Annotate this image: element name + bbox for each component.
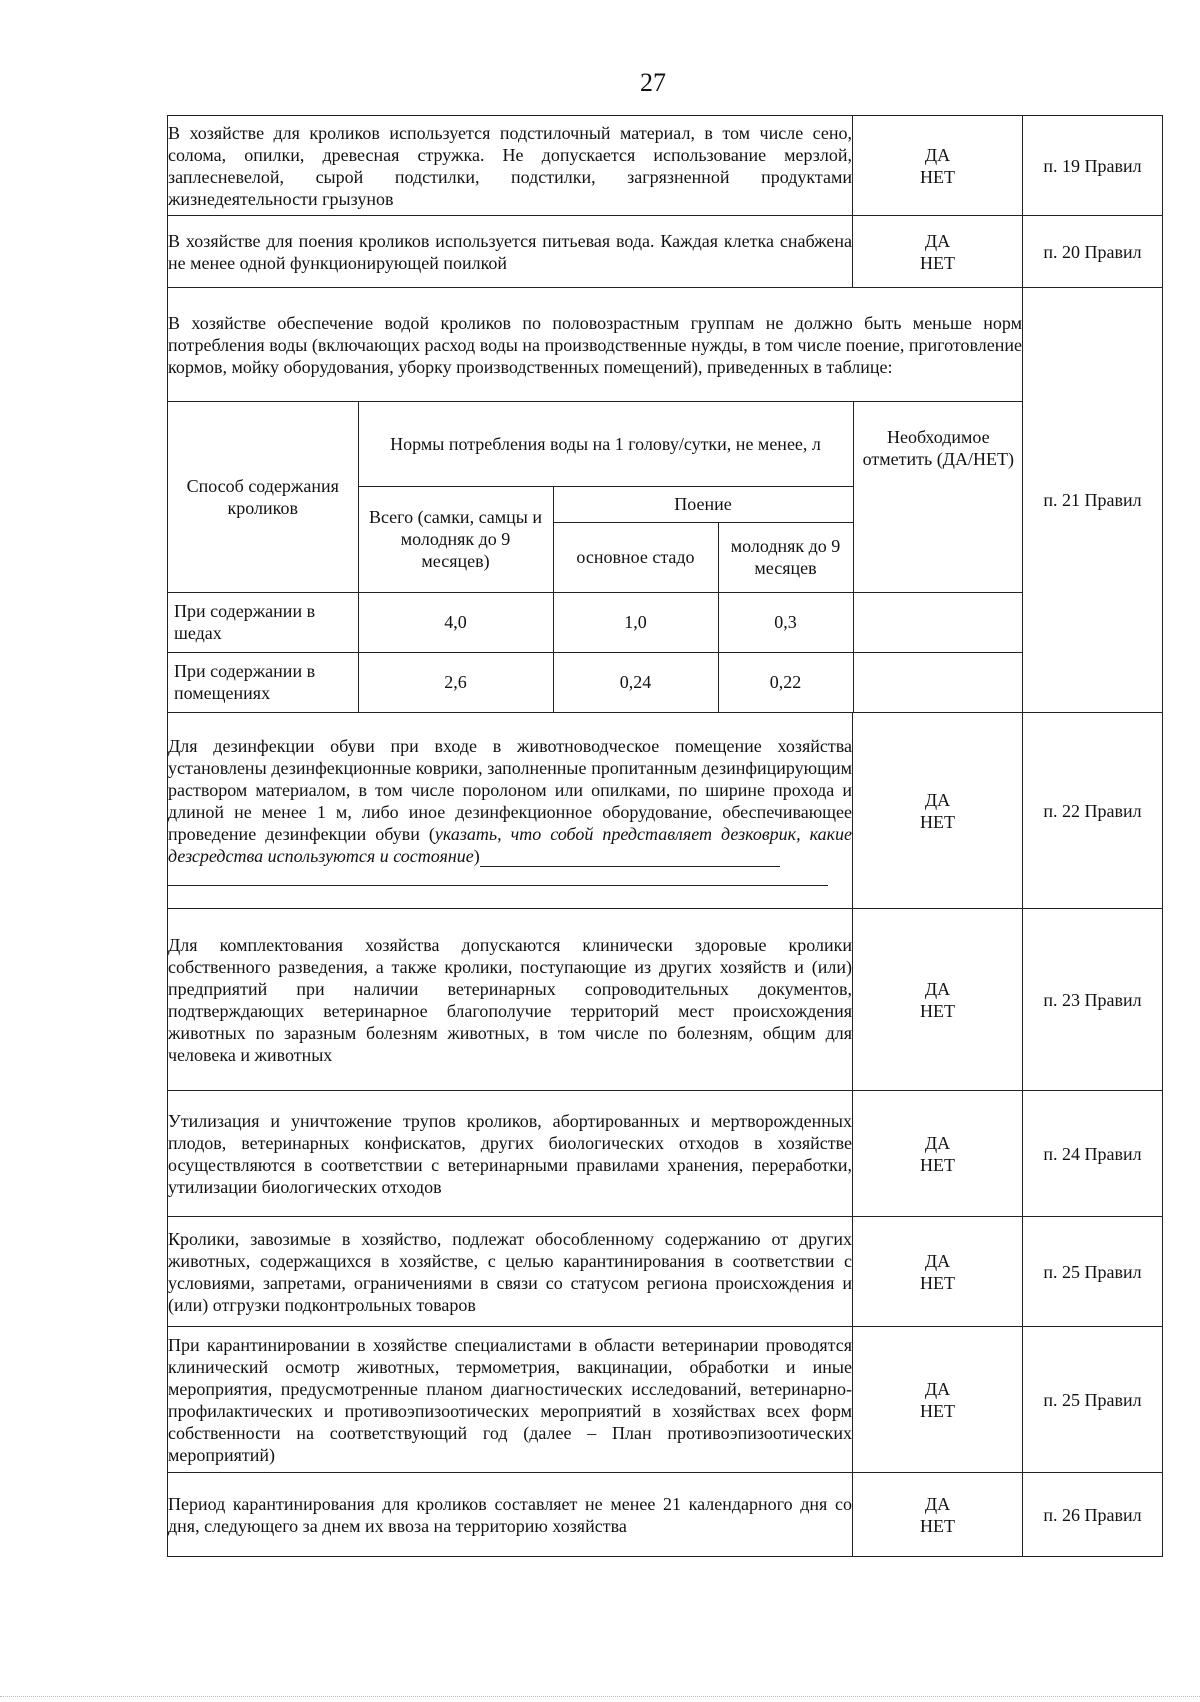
disinfection-hint: указать, что собой представляет дезковрик, какие дезсредства используются и состояние	[168, 824, 852, 866]
rule-reference: п. 25 Правил	[1023, 1217, 1163, 1327]
rule-reference: п. 21 Правил	[1023, 288, 1163, 713]
requirement-text	[168, 713, 853, 909]
answer-cell[interactable]	[853, 216, 1023, 288]
header-mark: Необходимое отметить (ДА/НЕТ)	[853, 402, 1023, 592]
fill-in-line[interactable]	[480, 850, 780, 867]
header-drinking: Поение	[553, 486, 853, 522]
checklist-row	[168, 216, 1163, 288]
answer-no[interactable]: НЕТ	[920, 1154, 955, 1175]
rule-reference: п. 24 Правил	[1023, 1091, 1163, 1217]
answer-cell[interactable]	[853, 1473, 1023, 1557]
checklist-row	[168, 1327, 1163, 1473]
requirement-text: Для комплектования хозяйства допускаются клинически здоровые кролики собственного разведения, а также кролики, поступающие из других хозяйств и (или) предприятий при наличии ветеринарных сопроводительных документов, подтверждающих ветеринарное благополучие территорий мест происхождения животных по заразным болезням животных, в том числе по болезням, общим для человека и животных	[168, 909, 853, 1091]
answer-cell[interactable]	[853, 116, 1023, 216]
answer-yes[interactable]: ДА	[924, 1378, 951, 1399]
value-main-herd: 1,0	[553, 592, 718, 652]
requirement-text: Период карантинирования для кроликов составляет не менее 21 календарного дня со дня, следующего за днем их ввоза на территорию хозяйства	[168, 1473, 853, 1557]
requirement-text: В хозяйстве для кроликов используется подстилочный материал, в том числе сено, солома, опилки, древесная стружка. Не допускается использование мерзлой, заплесневелой, сырой подстилки, подстилки, загрязненной продуктами жизнедеятельности грызунов	[168, 116, 853, 216]
rule-reference: п. 23 Правил	[1023, 909, 1163, 1091]
value-total: 4,0	[358, 592, 553, 652]
value-young: 0,3	[718, 592, 853, 652]
answer-cell[interactable]	[853, 1327, 1023, 1473]
requirement-text: Утилизация и уничтожение трупов кроликов, абортированных и мертворожденных плодов, ветеринарных конфискатов, других биологических отходов в хозяйстве осуществляются в соответствии с ветеринарными правилами хранения, переработки, утилизации биологических отходов	[168, 1091, 853, 1217]
answer-yes[interactable]: ДА	[924, 789, 951, 810]
rule-reference: п. 26 Правил	[1023, 1473, 1163, 1557]
answer-no[interactable]: НЕТ	[920, 1272, 955, 1293]
answer-no[interactable]: НЕТ	[920, 1400, 955, 1421]
answer-cell[interactable]	[853, 713, 1023, 909]
water-intro-text: В хозяйстве обеспечение водой кроликов по половозрастным группам не должно быть меньше норм потребления воды (включающих расход воды на производственные нужды, в том числе поение, приготовление кормов, мойку оборудования, уборку производственных помещений), приведенных в таблице:	[168, 288, 1023, 402]
answer-no[interactable]: НЕТ	[920, 252, 955, 273]
mark-cell[interactable]	[853, 592, 1023, 652]
answer-yes[interactable]: ДА	[924, 230, 951, 251]
checklist-row	[168, 1091, 1163, 1217]
requirement-text: Кролики, завозимые в хозяйство, подлежат обособленному содержанию от других животных, содержащихся в хозяйстве, с целью карантинирования в соответствии с условиями, запретами, ограничениями в связи со статусом региона происхождения и (или) отгрузки подконтрольных товаров	[168, 1217, 853, 1327]
header-main-herd: основное стадо	[553, 522, 718, 592]
value-young: 0,22	[718, 652, 853, 712]
checklist-row	[168, 713, 1163, 909]
water-norms-table	[168, 402, 1023, 712]
disinfection-text: Для дезинфекции обуви при входе в животноводческое помещение хозяйства установлены дезинфекционные коврики, заполненные пропитанным дезинфицирующим раствором материалом, в том числе поролоном или опилками, по ширине прохода и длиной не менее 1 м, либо иное дезинфекционное оборудование, обеспечивающее проведение дезинфекции обуви (	[168, 736, 852, 844]
requirement-text: При карантинировании в хозяйстве специалистами в области ветеринарии проводятся клинический осмотр животных, термометрия, вакцинации, обработки и иные мероприятия, предусмотренные планом диагностических исследований, ветеринарно-профилактических и противоэпизоотических мероприятий в хозяйствах всех форм собственности на соответствующий год (далее – План противоэпизоотических мероприятий)	[168, 1327, 853, 1473]
answer-yes[interactable]: ДА	[924, 144, 951, 165]
header-young: молодняк до 9 месяцев	[718, 522, 853, 592]
header-method: Способ содержания кроликов	[168, 402, 358, 592]
checklist-row	[168, 1217, 1163, 1327]
disinfection-closing: )	[473, 846, 480, 866]
water-data-row	[168, 652, 1023, 712]
answer-cell[interactable]	[853, 1091, 1023, 1217]
answer-cell[interactable]	[853, 1217, 1023, 1327]
header-norms: Нормы потребления воды на 1 голову/сутки, не менее, л	[358, 402, 853, 486]
rule-reference: п. 20 Правил	[1023, 216, 1163, 288]
rule-reference: п. 22 Правил	[1023, 713, 1163, 909]
answer-no[interactable]: НЕТ	[920, 1000, 955, 1021]
value-main-herd: 0,24	[553, 652, 718, 712]
answer-yes[interactable]: ДА	[924, 1250, 951, 1271]
rule-reference: п. 25 Правил	[1023, 1327, 1163, 1473]
answer-no[interactable]: НЕТ	[920, 166, 955, 187]
checklist-row	[168, 1473, 1163, 1557]
answer-no[interactable]: НЕТ	[920, 811, 955, 832]
value-total: 2,6	[358, 652, 553, 712]
fill-in-line[interactable]	[168, 869, 828, 886]
answer-yes[interactable]: ДА	[924, 1132, 951, 1153]
water-norms-cell	[168, 402, 1023, 713]
page-number: 27	[640, 68, 666, 97]
water-norms-row	[168, 402, 1163, 713]
header-total: Всего (самки, самцы и молодняк до 9 месяцев)	[358, 486, 553, 592]
row-label: При содержании в помещениях	[168, 652, 358, 712]
checklist-row	[168, 909, 1163, 1091]
water-section-intro-row	[168, 288, 1163, 402]
rule-reference: п. 19 Правил	[1023, 116, 1163, 216]
checklist-table	[167, 115, 1163, 1557]
requirement-text: В хозяйстве для поения кроликов используется питьевая вода. Каждая клетка снабжена не менее одной функционирующей поилкой	[168, 216, 853, 288]
mark-cell[interactable]	[853, 652, 1023, 712]
answer-no[interactable]: НЕТ	[920, 1515, 955, 1536]
answer-yes[interactable]: ДА	[924, 1493, 951, 1514]
answer-cell[interactable]	[853, 909, 1023, 1091]
scan-edge-divider	[0, 1696, 1200, 1698]
checklist-row	[168, 116, 1163, 216]
answer-yes[interactable]: ДА	[924, 978, 951, 999]
water-data-row	[168, 592, 1023, 652]
row-label: При содержании в шедах	[168, 592, 358, 652]
